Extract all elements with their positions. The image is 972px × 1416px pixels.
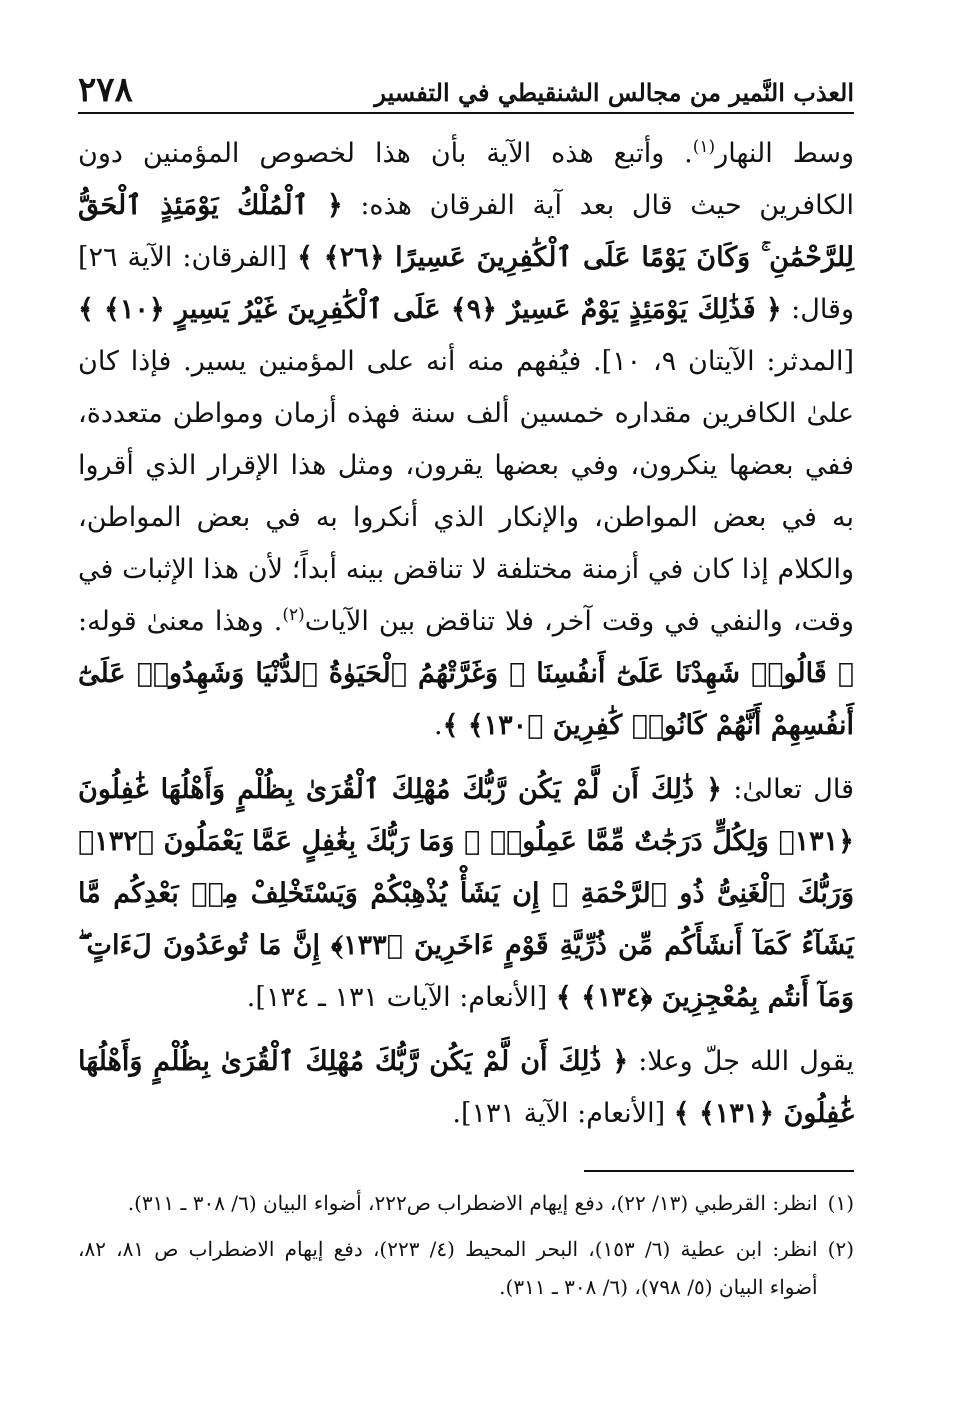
footnotes — [78, 1184, 854, 1306]
text-span: . وأتبع هذه الآية بأن هذا لخصوص المؤمنين دون الكافرين حيث قال بعد آية الفرقان هذه: — [78, 138, 854, 221]
text-span: وسط النهار — [715, 138, 855, 169]
book-page — [78, 60, 854, 1380]
paragraph-3 — [78, 1036, 854, 1140]
text-span: قال تعالىٰ: — [721, 774, 854, 805]
text-span: يقول الله جلّ وعلا: — [628, 1046, 854, 1077]
footnote-number: (٢) — [827, 1237, 854, 1261]
footnote-text: انظر: القرطبي (١٣/ ٢٢)، دفع إيهام الاضطراب ص٢٢٢، أضواء البيان (٦/ ٣٠٨ ـ ٣١١). — [127, 1191, 818, 1215]
quran-verse: ﴿ فَذَٰلِكَ يَوْمَئِذٍ يَوْمٌ عَسِيرٌ ﴿٩﴾ عَلَى ٱلْكَٰفِرِينَ غَيْرُ يَسِيرٍ ﴿١٠﴾ ﴾ — [78, 294, 782, 325]
quran-verse: ﴿ ذَٰلِكَ أَن لَّمْ يَكُن رَّبُّكَ مُهْلِكَ ٱلْقُرَىٰ بِظُلْمٍ وَأَهْلُهَا غَٰفِلُونَ ﴿١٣١﴾ وَلِكُلٍّ دَرَجَٰتٌ مِّمَّا عَمِلُوا۟ ۚ وَمَا رَبُّكَ بِغَٰفِلٍ عَمَّا يَعْمَلُونَ ﴿١٣٢﴾ وَرَبُّكَ ٱلْغَنِىُّ ذُو ٱلرَّحْمَةِ ۚ إِن يَشَأْ يُذْهِبْكُمْ وَيَسْتَخْلِفْ مِنۢ بَعْدِكُم مَّا يَشَآءُ كَمَآ أَنشَأَكُم مِّن ذُرِّيَّةِ قَوْمٍ ءَاخَرِينَ ﴿١٣٣﴾ إِنَّ مَا تُوعَدُونَ لَءَاتٍ ۖ وَمَآ أَنتُم بِمُعْجِزِينَ ﴿١٣٤﴾ ﴾ — [78, 774, 854, 1013]
footnote-ref-1: (١) — [692, 137, 716, 157]
paragraph-2 — [78, 764, 854, 1024]
footnote-ref-2: (٢) — [282, 605, 305, 625]
footnote-1 — [78, 1184, 854, 1222]
text-span: . وهذا معنىٰ قوله: — [78, 606, 283, 637]
footnote-2 — [78, 1230, 854, 1306]
citation: [الأنعام: الآيات ١٣١ ـ ١٣٤]. — [246, 982, 556, 1013]
book-title: العذب النَّمير من مجالس الشنقيطي في التفسير — [374, 78, 854, 107]
text-span: [المدثر: الآيتان ٩، ١٠]. فيُفهم منه أنه على المؤمنين يسير. فإذا كان علىٰ الكافرين مقداره خمسين ألف سنة فهذه أزمان ومواطن متعددة، ففي بعضها ينكرون، وفي بعضها يقرون، ومثل هذا الإقرار الذي أقروا به في بعض المواطن، والإنكار الذي أنكروا به في بعض المواطن، والكلام إذا كان في أزمنة مختلفة لا تناقض بينه أبداً؛ لأن هذا الإثبات في وقت، والنفي في وقت آخر، فلا تناقض بين الآيات — [78, 346, 854, 637]
citation: [الأنعام: الآية ١٣١]. — [452, 1098, 674, 1129]
footnote-divider — [584, 1170, 854, 1172]
running-head — [78, 60, 854, 114]
footnote-text: انظر: ابن عطية (٦/ ١٥٣)، البحر المحيط (٤/ ٢٢٣)، دفع إيهام الاضطراب ص ٨١، ٨٢، أضواء البيان (٥/ ٧٩٨)، (٦/ ٣٠٨ ـ ٣١١). — [78, 1237, 818, 1299]
footnote-number: (١) — [827, 1191, 854, 1215]
quran-verse: ﴿ قَالُوا۟ شَهِدْنَا عَلَىٰٓ أَنفُسِنَا ۖ وَغَرَّتْهُمُ ٱلْحَيَوٰةُ ٱلدُّنْيَا وَشَهِدُوا۟ عَلَىٰٓ أَنفُسِهِمْ أَنَّهُمْ كَانُوا۟ كَٰفِرِينَ ﴿١٣٠﴾ ﴾ — [78, 658, 854, 741]
main-text — [78, 128, 854, 1140]
citation: [الفرقان: الآية ٢٦] وقال: — [78, 242, 854, 325]
quran-verse: ﴿ ذَٰلِكَ أَن لَّمْ يَكُن رَّبُّكَ مُهْلِكَ ٱلْقُرَىٰ بِظُلْمٍ وَأَهْلُهَا غَٰفِلُونَ ﴿١٣١﴾ ﴾ — [78, 1046, 854, 1129]
quran-verse: ﴿ ٱلْمُلْكُ يَوْمَئِذٍ ٱلْحَقُّ لِلرَّحْمَٰنِ ۚ وَكَانَ يَوْمًا عَلَى ٱلْكَٰفِرِينَ عَسِيرًا ﴿٢٦﴾ ﴾ — [78, 190, 854, 273]
text-span: . — [434, 710, 443, 741]
paragraph-1 — [78, 128, 854, 752]
page-number: ٢٧٨ — [78, 70, 133, 110]
